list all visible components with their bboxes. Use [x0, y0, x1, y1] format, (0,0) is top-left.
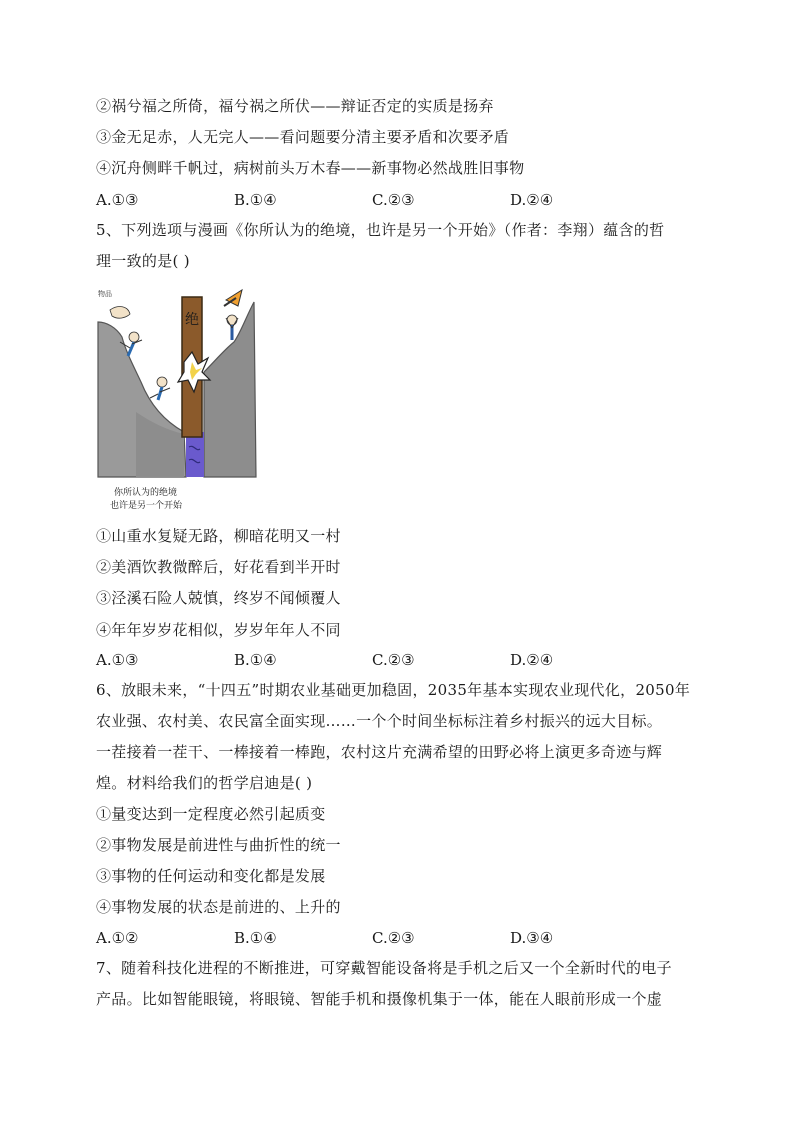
q5-item-2: ②美酒饮教微醉后，好花看到半开时 [96, 558, 341, 576]
q6-item-2: ②事物发展是前进性与曲折性的统一 [96, 836, 341, 854]
q5-stem-line-1: 5、下列选项与漫画《你所认为的绝境，也许是另一个开始》（作者：李翔）蕴含的哲 [96, 221, 665, 239]
q6-option-a: A.①② [96, 929, 139, 947]
q5-stem-line-2: 理一致的是( ) [96, 252, 190, 270]
wall-text: 绝 [185, 312, 199, 328]
q6-stem-line-2: 农业强、农村美、农民富全面实现……一个个时间坐标标注着乡村振兴的远大目标。 [96, 712, 663, 730]
q5-option-c: C.②③ [372, 651, 415, 669]
q4-option-c: C.②③ [372, 191, 415, 209]
cartoon-corner-text: 物品 [98, 290, 112, 298]
q6-stem-line-3: 一茬接着一茬干、一棒接着一棒跑，农村这片充满希望的田野必将上演更多奇迹与辉 [96, 743, 663, 761]
q4-option-b: B.①④ [234, 191, 277, 209]
q6-option-c: C.②③ [372, 929, 415, 947]
q4-item-4: ④沉舟侧畔千帆过，病树前头万木春——新事物必然战胜旧事物 [96, 159, 525, 177]
q6-stem-line-1: 6、放眼未来，“十四五”时期农业基础更加稳固，2035年基本实现农业现代化，2050年 [96, 681, 691, 699]
q4-item-2: ②祸兮福之所倚，福兮祸之所伏——辩证否定的实质是扬弃 [96, 97, 494, 115]
q4-option-a: A.①③ [96, 191, 139, 209]
q6-item-3: ③事物的任何运动和变化都是发展 [96, 867, 326, 885]
q4-option-d: D.②④ [510, 191, 554, 209]
q5-item-1: ①山重水复疑无路，柳暗花明又一村 [96, 527, 341, 545]
cartoon-caption-line-1: 你所认为的绝境 [114, 488, 178, 498]
q6-stem-line-4: 煌。材料给我们的哲学启迪是( ) [96, 774, 313, 792]
q6-item-4: ④事物发展的状态是前进的、上升的 [96, 898, 341, 916]
q6-option-b: B.①④ [234, 929, 277, 947]
q5-option-d: D.②④ [510, 651, 554, 669]
q5-option-a: A.①③ [96, 651, 139, 669]
q5-item-3: ③泾溪石险人兢慎，终岁不闻倾覆人 [96, 589, 341, 607]
q5-option-b: B.①④ [234, 651, 277, 669]
cartoon-caption-line-2: 也许是另一个开始 [110, 501, 183, 511]
q7-stem-line-2: 产品。比如智能眼镜，将眼镜、智能手机和摄像机集于一体，能在人眼前形成一个虚 [96, 990, 663, 1008]
q4-item-3: ③金无足赤，人无完人——看问题要分清主要矛盾和次要矛盾 [96, 128, 510, 146]
q6-item-1: ①量变达到一定程度必然引起质变 [96, 805, 326, 823]
q7-stem-line-1: 7、随着科技化进程的不断推进，可穿戴智能设备将是手机之后又一个全新时代的电子 [96, 959, 672, 977]
cartoon-illustration [96, 282, 258, 512]
q6-option-d: D.③④ [510, 929, 554, 947]
q5-item-4: ④年年岁岁花相似，岁岁年年人不同 [96, 621, 341, 639]
